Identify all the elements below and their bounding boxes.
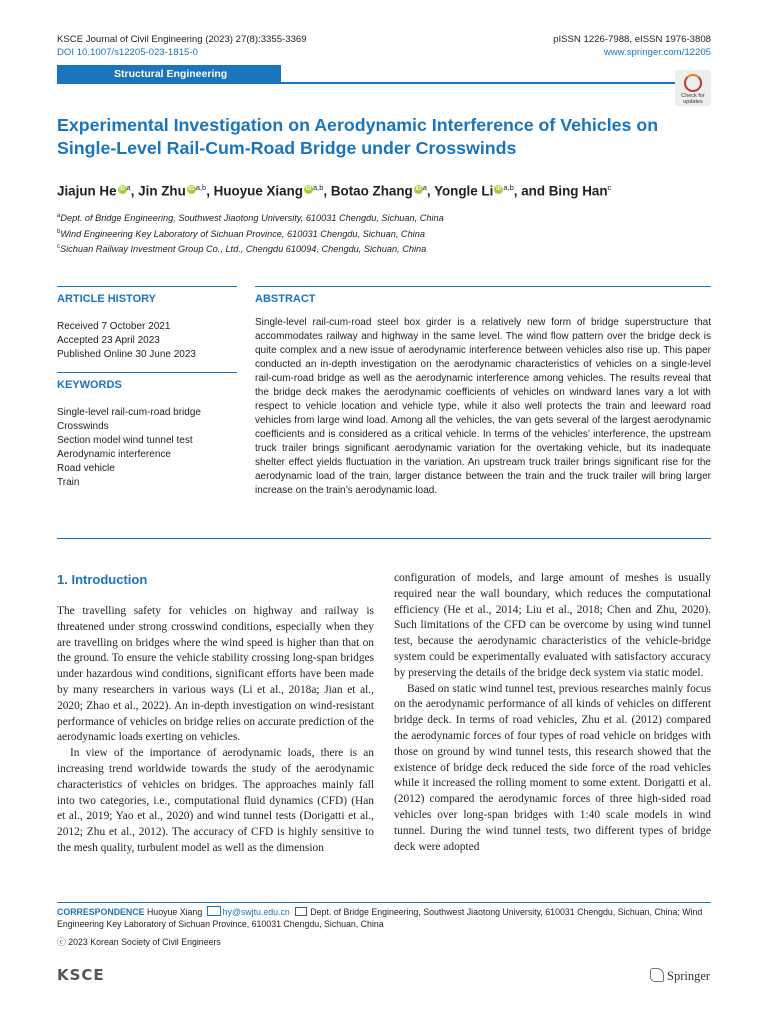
badge-line2: updates xyxy=(683,99,703,105)
ksce-logo: KSCE xyxy=(57,966,105,984)
author-affiliation-marker: a xyxy=(126,183,131,192)
springer-label: Springer xyxy=(667,969,711,983)
paragraph: The travelling safety for vehicles on highway and railway is threatened under strong crosswind conditions, especially when they are travelling on bridges where the wind speed is higher than that on the ground. To ensure the vehicle stability crossing long-span bridges under hazardous wind conditions, significant efforts have been made by many researchers in various ways (Li et al., 2018a; Jian et al., 2020; Zhao et al., 2022). An in-depth investigation on wind-resistant performance of vehicles on bridge relies on accurate prediction of the aerodynamic loads exerting on vehicles. xyxy=(57,605,374,744)
affiliation-text: Wind Engineering Key Laboratory of Sichuan Province, 610031 Chengdu, Sichuan, China xyxy=(60,228,425,239)
affiliation xyxy=(57,226,717,242)
divider xyxy=(57,902,711,903)
article-history xyxy=(57,320,196,362)
author-name: Jin Zhu xyxy=(138,183,186,199)
author-affiliation-marker: c xyxy=(607,183,612,192)
section-divider xyxy=(57,82,711,84)
correspondence-address: Dept. of Bridge Engineering, Southwest Jiaotong University, 610031 Chengdu, Sichuan, China; Wind Engineering Key Laboratory of Sichuan Province, 610031 Chengdu, Sichuan, China xyxy=(57,907,703,929)
keyword: Crosswinds xyxy=(57,421,109,432)
journal-url-link[interactable]: www.springer.com/12205 xyxy=(603,47,711,58)
divider xyxy=(255,286,711,287)
author-list xyxy=(57,179,717,200)
author-name: Huoyue Xiang xyxy=(213,183,303,199)
journal-citation: KSCE Journal of Civil Engineering (2023) 27(8):3355-3369 xyxy=(57,34,307,45)
body-column-left xyxy=(57,604,374,857)
accepted-date: Accepted 23 April 2023 xyxy=(57,335,160,346)
keyword: Aerodynamic interference xyxy=(57,449,171,460)
article-history-heading: ARTICLE HISTORY xyxy=(57,293,157,305)
author-name: Jiajun He xyxy=(57,183,117,199)
email-link[interactable]: hy@swjtu.edu.cn xyxy=(222,907,290,917)
abstract-text: Single-level rail-cum-road steel box girder is a relatively new form of bridge superstructure that accommodates railway and highway in the same level. The wind flow pattern over the bridge deck is quite complex and a new issue of aerodynamic interference between vehicles also rise up. This paper conducted an in-depth investigation on the aerodynamic characteristics of vehicles on a single-level rail-cum-road bridge as well as the aerodynamic interference among vehicles. The results reveal that the bridge deck makes the aerodynamic coefficients of vehicles on windward lanes vary a lot with respect to vehicle location and vehicle type, while it also well protects the train and leeward road vehicles from large wind load. Among all the vehicles, the van gets several of the largest aerodynamic coefficients and is considered as a critical vehicle. In terms of the vehicles’ interference, the upstream truck trailer brings significant aerodynamic variation for the overtaking vehicle, but its inadequate shelter effect yields fluctuation in the variation. An upstream truck trailer brings significant rise for the aerodynamic load of the train, larger distance between the train and the truck trailer will bring larger increase on the train’s aerodynamic load. xyxy=(255,317,711,496)
author-separator: , xyxy=(426,183,435,199)
springer-logo xyxy=(650,968,710,984)
author-affiliation-marker: a,b xyxy=(503,183,514,192)
author-affiliation-marker: a,b xyxy=(195,183,207,192)
author-separator: , and xyxy=(513,183,549,199)
orcid-icon[interactable]: iD xyxy=(415,186,421,193)
orcid-icon[interactable]: iD xyxy=(305,186,312,193)
correspondent-name: Huoyue Xiang xyxy=(146,907,203,917)
author-name: Bing Han xyxy=(548,183,608,199)
keywords-heading: KEYWORDS xyxy=(57,379,122,391)
section-label: Structural Engineering xyxy=(57,65,281,83)
affiliation-list xyxy=(57,210,717,257)
affiliation xyxy=(57,241,717,257)
keywords-list xyxy=(57,406,201,490)
orcid-icon[interactable]: iD xyxy=(188,186,195,193)
springer-horse-icon xyxy=(650,968,664,982)
section-heading: 1. Introduction xyxy=(57,572,148,587)
author-name: Botao Zhang xyxy=(330,183,413,199)
author-name: Yongle Li xyxy=(434,183,494,199)
email-icon xyxy=(207,906,221,916)
keyword: Section model wind tunnel test xyxy=(57,435,193,446)
body-column-right xyxy=(394,571,711,855)
affiliation-marker: b xyxy=(57,228,61,235)
author-affiliation-marker: a xyxy=(422,183,427,192)
keyword: Train xyxy=(57,477,80,488)
article-title xyxy=(57,114,717,160)
author-separator: , xyxy=(130,183,139,199)
correspondence xyxy=(57,906,713,930)
keyword: Single-level rail-cum-road bridge xyxy=(57,407,201,418)
orcid-icon[interactable]: iD xyxy=(496,186,502,193)
affiliation-text: Dept. of Bridge Engineering, Southwest Jiaotong University, 610031 Chengdu, Sichuan, China xyxy=(60,213,444,224)
divider xyxy=(57,538,711,539)
divider xyxy=(57,286,237,287)
author-affiliation-marker: a,b xyxy=(312,183,324,192)
issn: pISSN 1226-7988, eISSN 1976-3808 xyxy=(553,34,711,45)
copyright: ⓒ 2023 Korean Society of Civil Engineers xyxy=(57,937,221,947)
affiliation xyxy=(57,210,717,226)
badge-line1: Check for xyxy=(681,93,705,99)
orcid-icon[interactable]: iD xyxy=(119,186,125,193)
check-for-updates-badge[interactable] xyxy=(675,70,711,106)
author-separator: , xyxy=(206,183,214,199)
published-date: Published Online 30 June 2023 xyxy=(57,349,196,360)
title-line1: Experimental Investigation on Aerodynamic Interference of Vehicles on xyxy=(57,115,659,135)
divider xyxy=(57,372,237,373)
abstract-heading: ABSTRACT xyxy=(255,293,316,305)
keyword: Road vehicle xyxy=(57,463,115,474)
paragraph: In view of the importance of aerodynamic loads, there is an increasing trend worldwide towards the study of the aerodynamic characteristics of vehicles on bridges. The approaches mainly fall into two categories, i.e., computational fluid dynamics (CFD) (Han et al., 2019; Yao et al., 2020) and wind tunnel tests (Dorigatti et al., 2012; Zhu et al., 2012). The accuracy of CFD is highly sensitive to the mesh quality, turbulent model as well as the dimension xyxy=(57,747,374,854)
title-line2: Single-Level Rail-Cum-Road Bridge under Crosswinds xyxy=(57,138,517,158)
address-icon xyxy=(295,907,307,916)
received-date: Received 7 October 2021 xyxy=(57,321,171,332)
doi-link[interactable]: DOI 10.1007/s12205-023-1815-0 xyxy=(57,47,198,58)
check-for-updates-icon xyxy=(684,74,702,92)
affiliation-marker: a xyxy=(57,213,61,219)
paragraph: configuration of models, and large amount of meshes is usually required near the wall boundary, which reduces the computational efficiency (He et al., 2014; Liu et al., 2018; Chen and Zhu, 2020). Such limitations of the CFD can be overcome by using wind tunnel test, because the aerodynamic characteristics of the vehicle-bridge system could be experimentally evaluated with satisfactory accuracy by preserving the details of the bridge deck system via static model. xyxy=(394,572,711,679)
paragraph: Based on static wind tunnel test, previous researches mainly focus on the aerodynamic performance of all kinds of vehicles on different bridge deck. In terms of road vehicles, Zhu et al. (2012) compared the aerodynamic forces of four types of road vehicle on bridges with those on ground by wind tunnel tests, this research showed that the existence of bridge deck reduced the side force of the road vehicles while it increased the rolling moment to some extent. Dorigatti et al. (2012) compared the aerodynamic forces of three high-sided road vehicles over long-span bridges with 1:40 scale models in wind tunnel. During the wind tunnel tests, two different types of bridge deck were adopted xyxy=(394,682,711,853)
correspondence-label: CORRESPONDENCE xyxy=(57,907,145,917)
affiliation-marker: c xyxy=(57,244,60,251)
author-separator: , xyxy=(323,183,331,199)
affiliation-text: Sichuan Railway Investment Group Co., Ltd., Chengdu 610094, Chengdu, Sichuan, China xyxy=(60,244,427,255)
